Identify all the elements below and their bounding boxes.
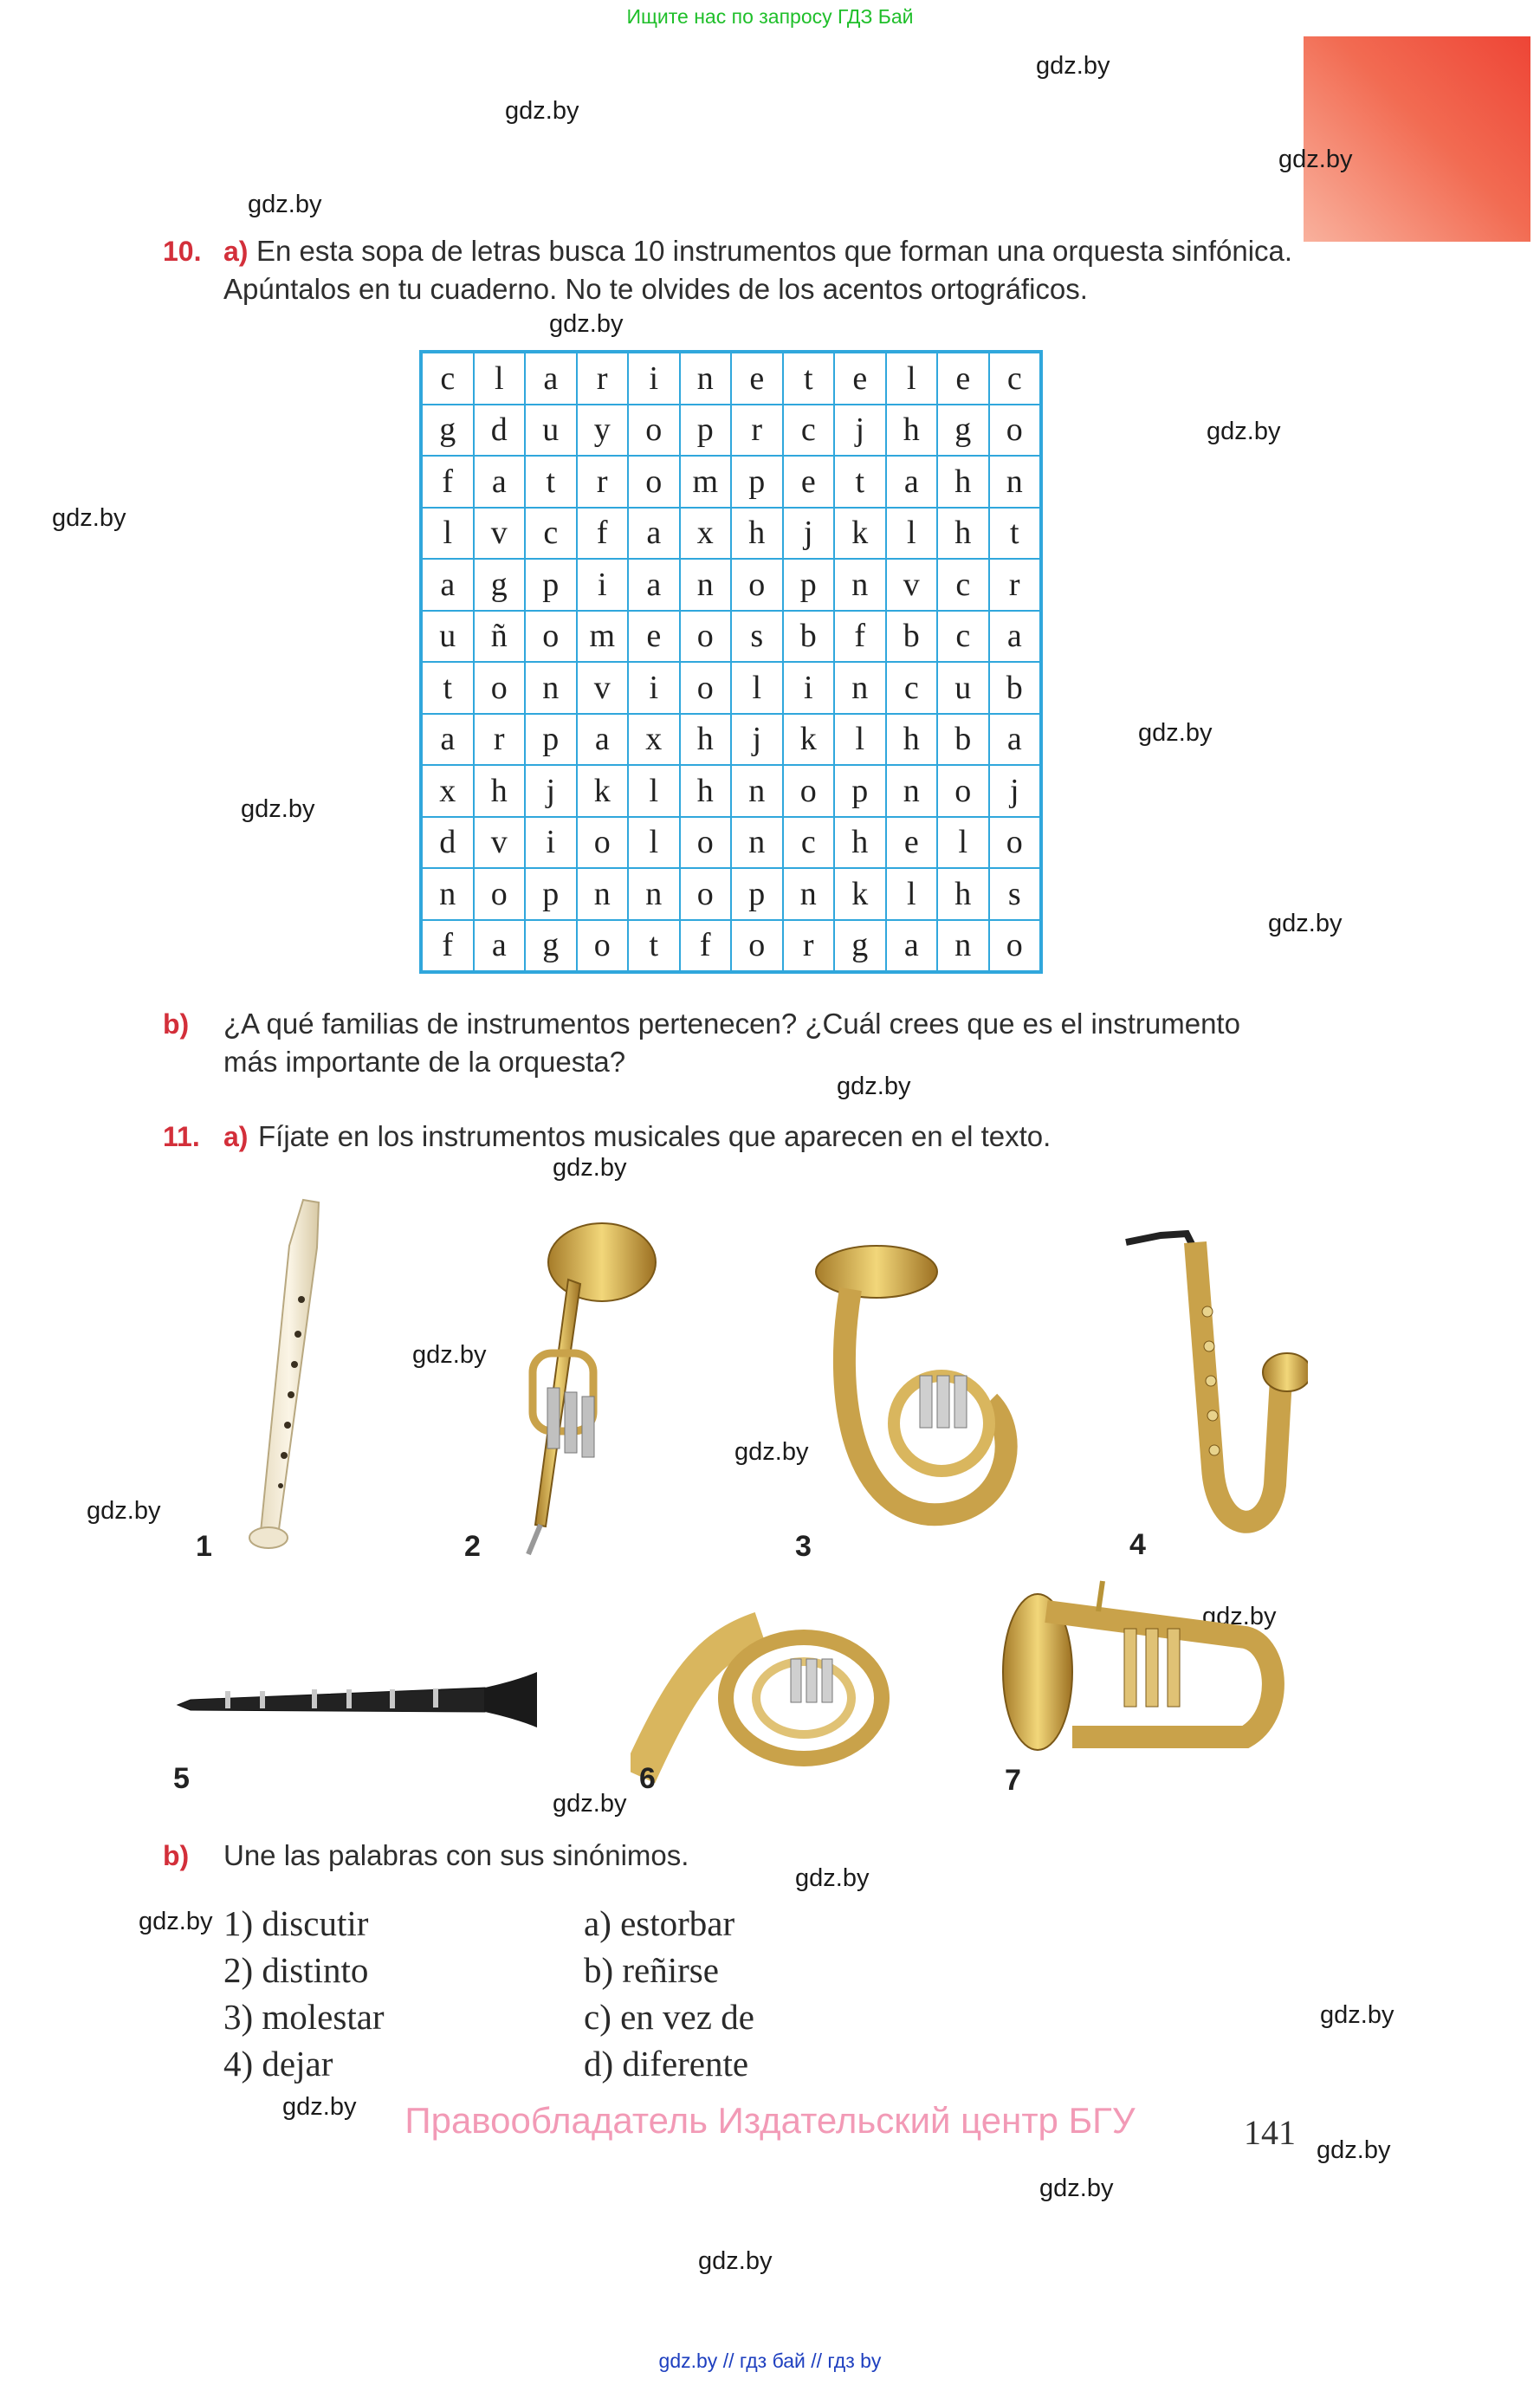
grid-letter: b bbox=[937, 714, 989, 766]
grid-letter: n bbox=[525, 662, 577, 714]
grid-letter: h bbox=[474, 765, 526, 817]
watermark: gdz.by bbox=[412, 1341, 487, 1369]
grid-letter: p bbox=[731, 456, 783, 508]
grid-letter: s bbox=[731, 611, 783, 663]
grid-letter: c bbox=[783, 405, 835, 457]
exercise-number: 11. bbox=[163, 1121, 200, 1152]
grid-letter: t bbox=[783, 353, 835, 405]
grid-letter: k bbox=[577, 765, 629, 817]
grid-letter: e bbox=[937, 353, 989, 405]
grid-letter: o bbox=[577, 920, 629, 972]
grid-letter: u bbox=[525, 405, 577, 457]
grid-letter: l bbox=[834, 714, 886, 766]
instruction-line: Fíjate en los instrumentos musicales que aparecen en el texto. bbox=[258, 1120, 1051, 1152]
grid-letter: o bbox=[628, 405, 680, 457]
grid-letter: n bbox=[422, 868, 474, 920]
synonym-left: 1) discutir bbox=[223, 1903, 369, 1943]
grid-letter: e bbox=[834, 353, 886, 405]
grid-letter: m bbox=[577, 611, 629, 663]
grid-letter: o bbox=[680, 868, 732, 920]
grid-letter: h bbox=[834, 817, 886, 869]
grid-letter: n bbox=[834, 662, 886, 714]
grid-letter: n bbox=[680, 559, 732, 611]
grid-letter: l bbox=[628, 817, 680, 869]
grid-letter: o bbox=[989, 817, 1041, 869]
french-horn-icon bbox=[631, 1577, 916, 1793]
instruction-line: Une las palabras con sus sinónimos. bbox=[223, 1839, 689, 1871]
grid-letter: j bbox=[731, 714, 783, 766]
grid-letter: v bbox=[577, 662, 629, 714]
grid-letter: n bbox=[731, 817, 783, 869]
watermark: gdz.by bbox=[1317, 2136, 1391, 2164]
synonym-right: b) reñirse bbox=[584, 1950, 719, 1990]
grid-letter: a bbox=[422, 559, 474, 611]
watermark: gdz.by bbox=[248, 191, 322, 218]
part-label: a) bbox=[223, 1121, 249, 1152]
grid-letter: l bbox=[886, 508, 938, 560]
instrument-number: 5 bbox=[173, 1762, 190, 1795]
grid-letter: c bbox=[525, 508, 577, 560]
instrument-number: 4 bbox=[1129, 1528, 1146, 1561]
grid-letter: v bbox=[474, 817, 526, 869]
grid-letter: r bbox=[731, 405, 783, 457]
grid-letter: l bbox=[886, 353, 938, 405]
grid-letter: v bbox=[886, 559, 938, 611]
rights-holder-note: Правообладатель Издательский центр БГУ bbox=[404, 2100, 1136, 2141]
watermark: gdz.by bbox=[139, 1908, 213, 1935]
watermark: gdz.by bbox=[795, 1864, 870, 1892]
euphonium-icon bbox=[994, 1577, 1297, 1767]
watermark: gdz.by bbox=[553, 1154, 627, 1182]
grid-letter: h bbox=[680, 714, 732, 766]
grid-letter: i bbox=[577, 559, 629, 611]
instrument-number: 7 bbox=[1005, 1764, 1021, 1797]
watermark: gdz.by bbox=[698, 2247, 773, 2275]
grid-letter: m bbox=[680, 456, 732, 508]
grid-letter: t bbox=[422, 662, 474, 714]
grid-letter: n bbox=[628, 868, 680, 920]
grid-letter: o bbox=[577, 817, 629, 869]
grid-letter: v bbox=[474, 508, 526, 560]
watermark: gdz.by bbox=[1268, 910, 1343, 937]
grid-letter: y bbox=[577, 405, 629, 457]
grid-letter: o bbox=[680, 817, 732, 869]
grid-letter: h bbox=[886, 714, 938, 766]
grid-letter: o bbox=[989, 405, 1041, 457]
watermark: gdz.by bbox=[734, 1438, 809, 1466]
grid-letter: e bbox=[886, 817, 938, 869]
grid-letter: k bbox=[783, 714, 835, 766]
grid-letter: o bbox=[474, 868, 526, 920]
grid-letter: a bbox=[628, 559, 680, 611]
synonym-left: 3) molestar bbox=[223, 1997, 385, 2037]
grid-letter: c bbox=[783, 817, 835, 869]
grid-letter: j bbox=[989, 765, 1041, 817]
grid-letter: p bbox=[680, 405, 732, 457]
grid-letter: k bbox=[834, 868, 886, 920]
grid-letter: s bbox=[989, 868, 1041, 920]
grid-letter: o bbox=[474, 662, 526, 714]
grid-letter: n bbox=[937, 920, 989, 972]
watermark: gdz.by bbox=[1036, 52, 1110, 80]
watermark: gdz.by bbox=[1138, 719, 1213, 747]
watermark: gdz.by bbox=[87, 1497, 161, 1525]
grid-letter: c bbox=[989, 353, 1041, 405]
watermark: gdz.by bbox=[837, 1073, 911, 1100]
grid-letter: a bbox=[474, 456, 526, 508]
grid-letter: p bbox=[834, 765, 886, 817]
grid-letter: j bbox=[834, 405, 886, 457]
grid-letter: r bbox=[783, 920, 835, 972]
grid-letter: h bbox=[937, 868, 989, 920]
grid-letter: r bbox=[577, 456, 629, 508]
grid-letter: o bbox=[731, 559, 783, 611]
grid-letter: j bbox=[525, 765, 577, 817]
grid-letter: f bbox=[422, 920, 474, 972]
synonym-left: 2) distinto bbox=[223, 1950, 369, 1990]
grid-letter: e bbox=[731, 353, 783, 405]
grid-letter: o bbox=[989, 920, 1041, 972]
grid-letter: n bbox=[783, 868, 835, 920]
page-number: 141 bbox=[1244, 2113, 1296, 2152]
grid-letter: l bbox=[474, 353, 526, 405]
instruction-line: En esta sopa de letras busca 10 instrumentos que forman una orquesta sinfónica. bbox=[256, 235, 1293, 267]
grid-letter: h bbox=[731, 508, 783, 560]
grid-letter: h bbox=[937, 508, 989, 560]
instrument-number: 3 bbox=[795, 1530, 812, 1563]
watermark: gdz.by bbox=[1202, 1603, 1277, 1630]
part-label: b) bbox=[163, 1008, 190, 1040]
grid-letter: x bbox=[680, 508, 732, 560]
grid-letter: d bbox=[474, 405, 526, 457]
watermark: gdz.by bbox=[241, 795, 315, 823]
grid-letter: a bbox=[474, 920, 526, 972]
tenor-horn-icon bbox=[799, 1237, 1041, 1532]
grid-letter: t bbox=[628, 920, 680, 972]
grid-letter: n bbox=[989, 456, 1041, 508]
grid-letter: c bbox=[422, 353, 474, 405]
grid-letter: n bbox=[834, 559, 886, 611]
instruction-line: Apúntalos en tu cuaderno. No te olvides de los acentos ortográficos. bbox=[223, 273, 1088, 305]
grid-letter: b bbox=[989, 662, 1041, 714]
grid-letter: k bbox=[834, 508, 886, 560]
grid-letter: o bbox=[680, 611, 732, 663]
bottom-links[interactable]: gdz.by // гдз бай // гдз by bbox=[658, 2349, 882, 2372]
grid-letter: i bbox=[525, 817, 577, 869]
grid-letter: a bbox=[989, 611, 1041, 663]
grid-letter: h bbox=[680, 765, 732, 817]
grid-letter: a bbox=[422, 714, 474, 766]
grid-letter: h bbox=[886, 405, 938, 457]
synonym-right: c) en vez de bbox=[584, 1997, 754, 2037]
grid-letter: g bbox=[834, 920, 886, 972]
grid-letter: i bbox=[783, 662, 835, 714]
grid-letter: j bbox=[783, 508, 835, 560]
saxophone-icon bbox=[1117, 1216, 1308, 1563]
grid-letter: g bbox=[937, 405, 989, 457]
word-search-grid bbox=[419, 350, 1043, 974]
grid-letter: c bbox=[937, 611, 989, 663]
grid-letter: p bbox=[783, 559, 835, 611]
grid-letter: ñ bbox=[474, 611, 526, 663]
grid-letter: x bbox=[628, 714, 680, 766]
search-note: Ищите нас по запросу ГДЗ Бай bbox=[626, 5, 914, 28]
trumpet-icon bbox=[485, 1215, 667, 1561]
grid-letter: n bbox=[577, 868, 629, 920]
grid-letter: l bbox=[886, 868, 938, 920]
synonym-right: d) diferente bbox=[584, 2044, 749, 2084]
grid-letter: f bbox=[422, 456, 474, 508]
grid-letter: o bbox=[731, 920, 783, 972]
instrument-number: 2 bbox=[464, 1530, 481, 1563]
grid-letter: o bbox=[525, 611, 577, 663]
grid-letter: t bbox=[834, 456, 886, 508]
grid-letter: e bbox=[783, 456, 835, 508]
grid-letter: h bbox=[937, 456, 989, 508]
grid-letter: p bbox=[731, 868, 783, 920]
synonym-right: a) estorbar bbox=[584, 1903, 735, 1943]
synonym-left: 4) dejar bbox=[223, 2044, 333, 2084]
clarinet-icon bbox=[173, 1670, 546, 1731]
grid-letter: d bbox=[422, 817, 474, 869]
question-line: ¿A qué familias de instrumentos pertenecen? ¿Cuál crees que es el instrumento bbox=[223, 1008, 1240, 1040]
grid-letter: c bbox=[937, 559, 989, 611]
instrument-number: 6 bbox=[639, 1762, 656, 1795]
grid-letter: u bbox=[422, 611, 474, 663]
grid-letter: n bbox=[680, 353, 732, 405]
grid-letter: a bbox=[628, 508, 680, 560]
grid-letter: a bbox=[525, 353, 577, 405]
grid-letter: p bbox=[525, 868, 577, 920]
grid-letter: a bbox=[886, 920, 938, 972]
grid-letter: u bbox=[937, 662, 989, 714]
watermark: gdz.by bbox=[1039, 2174, 1114, 2202]
part-label: a) bbox=[223, 236, 249, 267]
instrument-number: 1 bbox=[196, 1530, 212, 1563]
grid-letter: i bbox=[628, 353, 680, 405]
grid-letter: x bbox=[422, 765, 474, 817]
watermark: gdz.by bbox=[1207, 418, 1281, 445]
grid-letter: l bbox=[422, 508, 474, 560]
grid-letter: r bbox=[577, 353, 629, 405]
grid-letter: n bbox=[886, 765, 938, 817]
grid-letter: l bbox=[937, 817, 989, 869]
grid-letter: n bbox=[731, 765, 783, 817]
watermark: gdz.by bbox=[1320, 2001, 1394, 2029]
grid-letter: g bbox=[525, 920, 577, 972]
question-line: más importante de la orquesta? bbox=[223, 1046, 626, 1078]
part-label: b) bbox=[163, 1840, 190, 1871]
grid-letter: b bbox=[783, 611, 835, 663]
watermark: gdz.by bbox=[553, 1790, 627, 1818]
grid-letter: p bbox=[525, 559, 577, 611]
watermark: gdz.by bbox=[549, 310, 624, 338]
grid-letter: a bbox=[989, 714, 1041, 766]
watermark: gdz.by bbox=[52, 504, 126, 532]
watermark: gdz.by bbox=[505, 97, 579, 125]
grid-letter: l bbox=[628, 765, 680, 817]
grid-letter: i bbox=[628, 662, 680, 714]
grid-letter: b bbox=[886, 611, 938, 663]
grid-letter: a bbox=[577, 714, 629, 766]
grid-letter: o bbox=[628, 456, 680, 508]
grid-letter: g bbox=[474, 559, 526, 611]
grid-letter: t bbox=[989, 508, 1041, 560]
grid-letter: o bbox=[783, 765, 835, 817]
grid-letter: r bbox=[474, 714, 526, 766]
grid-letter: f bbox=[577, 508, 629, 560]
grid-letter: g bbox=[422, 405, 474, 457]
grid-letter: o bbox=[937, 765, 989, 817]
recorder-icon bbox=[217, 1196, 338, 1559]
watermark: gdz.by bbox=[282, 2093, 357, 2121]
grid-letter: t bbox=[525, 456, 577, 508]
grid-letter: c bbox=[886, 662, 938, 714]
grid-letter: f bbox=[680, 920, 732, 972]
grid-letter: r bbox=[989, 559, 1041, 611]
grid-letter: e bbox=[628, 611, 680, 663]
grid-letter: f bbox=[834, 611, 886, 663]
corner-decoration bbox=[1304, 36, 1530, 242]
grid-letter: p bbox=[525, 714, 577, 766]
grid-letter: a bbox=[886, 456, 938, 508]
watermark: gdz.by bbox=[1278, 146, 1353, 173]
grid-letter: l bbox=[731, 662, 783, 714]
exercise-number: 10. bbox=[163, 236, 202, 267]
grid-letter: o bbox=[680, 662, 732, 714]
